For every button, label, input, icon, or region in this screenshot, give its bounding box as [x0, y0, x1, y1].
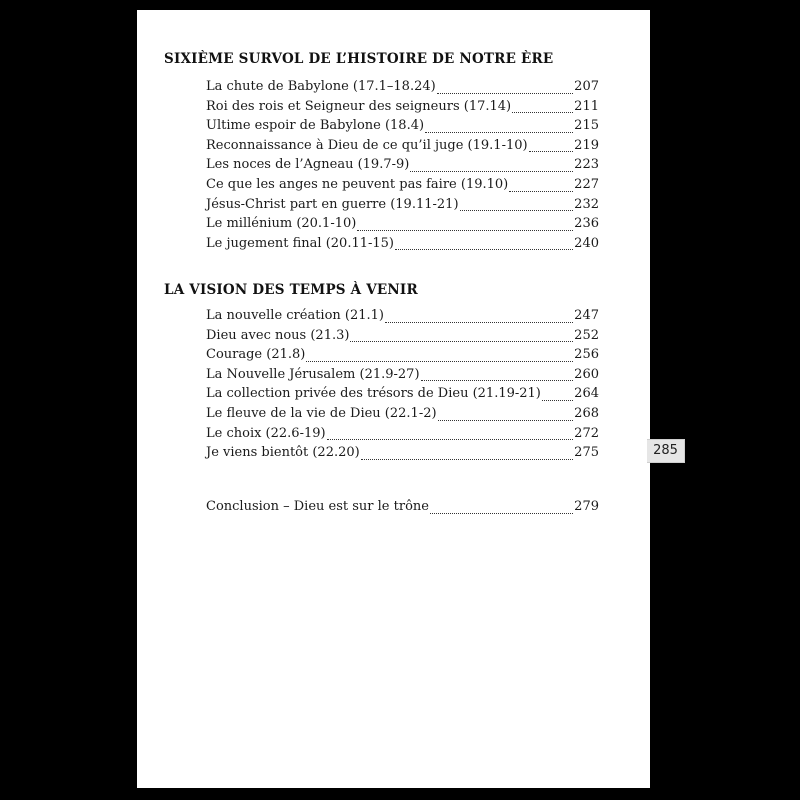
dot-leader	[357, 230, 573, 231]
toc-entry-label: Les noces de l’Agneau (19.7-9)	[206, 157, 410, 173]
dot-leader	[437, 93, 573, 94]
dot-leader	[509, 191, 573, 192]
dot-leader	[512, 112, 573, 113]
toc-entry-page: 268	[574, 405, 599, 421]
toc-entry-page: 240	[574, 235, 599, 251]
toc-entry	[206, 499, 599, 519]
toc-entry	[206, 308, 599, 328]
toc-entry-page: 272	[574, 425, 599, 441]
section-title: SIXIÈME SURVOL DE L’HISTOIRE DE NOTRE ÈRE	[164, 51, 554, 67]
toc-entry-page: 215	[574, 118, 599, 134]
dot-leader	[438, 420, 574, 421]
toc-entry-label: Dieu avec nous (21.3)	[206, 327, 350, 343]
toc-entry	[206, 386, 599, 406]
toc-entry-page: 279	[574, 499, 599, 514]
dot-leader	[395, 249, 573, 250]
toc-entry-label: Je viens bientôt (22.20)	[206, 445, 360, 461]
toc-entry-label: Ce que les anges ne peuvent pas faire (19.10)	[206, 176, 509, 192]
toc-entry	[206, 138, 599, 158]
toc-entry-page: 275	[574, 445, 599, 461]
toc-entry-label: Ultime espoir de Babylone (18.4)	[206, 118, 425, 134]
toc-entry-page: 232	[574, 196, 599, 212]
toc-entry	[206, 99, 599, 119]
dot-leader	[385, 322, 573, 323]
toc-entry	[206, 79, 599, 99]
toc-entry-label: La Nouvelle Jérusalem (21.9-27)	[206, 366, 420, 382]
toc-entry-label: La nouvelle création (21.1)	[206, 308, 385, 323]
dot-leader	[529, 151, 574, 152]
toc-entry-label: Le choix (22.6-19)	[206, 425, 326, 441]
toc-entry	[206, 445, 599, 465]
book-page	[137, 10, 650, 788]
toc-entry-page: 264	[574, 386, 599, 402]
dot-leader	[410, 171, 573, 172]
toc-entry-label: La chute de Babylone (17.1–18.24)	[206, 79, 436, 94]
toc-entry	[206, 177, 599, 197]
toc-entry-label: Le millénium (20.1-10)	[206, 216, 357, 232]
toc-list	[206, 308, 599, 465]
conclusion-entry	[206, 499, 599, 519]
toc-entry	[206, 347, 599, 367]
toc-entry-label: Reconnaissance à Dieu de ce qu’il juge (19.1-10)	[206, 137, 528, 153]
toc-entry-page: 227	[574, 176, 599, 192]
page-number-tab: 285	[647, 439, 685, 463]
section-title: LA VISION DES TEMPS À VENIR	[164, 282, 418, 298]
dot-leader	[460, 210, 574, 211]
toc-entry-label: Roi des rois et Seigneur des seigneurs (17.14)	[206, 98, 512, 114]
dot-leader	[542, 400, 573, 401]
toc-list	[206, 79, 599, 255]
toc-entry-page: 247	[574, 308, 599, 323]
toc-entry	[206, 197, 599, 217]
dot-leader	[425, 132, 573, 133]
toc-entry-page: 211	[574, 98, 599, 114]
toc-entry-page: 236	[574, 216, 599, 232]
toc-entry-label: Conclusion – Dieu est sur le trône	[206, 499, 429, 514]
toc-entry-page: 219	[574, 137, 599, 153]
toc-entry-label: Le jugement final (20.11-15)	[206, 235, 395, 251]
dot-leader	[430, 513, 573, 514]
toc-entry-label: Courage (21.8)	[206, 347, 306, 363]
toc-entry	[206, 118, 599, 138]
toc-entry	[206, 367, 599, 387]
toc-entry-page: 223	[574, 157, 599, 173]
toc-entry	[206, 236, 599, 256]
dot-leader	[361, 459, 573, 460]
toc-entry-page: 252	[574, 327, 599, 343]
dot-leader	[306, 361, 573, 362]
dot-leader	[421, 380, 574, 381]
toc-entry-label: Le fleuve de la vie de Dieu (22.1-2)	[206, 405, 437, 421]
toc-entry-page: 207	[574, 79, 599, 94]
dot-leader	[327, 439, 574, 440]
toc-entry-page: 256	[574, 347, 599, 363]
toc-entry	[206, 328, 599, 348]
toc-entry	[206, 157, 599, 177]
dot-leader	[350, 341, 573, 342]
toc-entry-page: 260	[574, 366, 599, 382]
toc-entry	[206, 426, 599, 446]
toc-entry	[206, 216, 599, 236]
toc-entry-label: La collection privée des trésors de Dieu (21.19-21)	[206, 386, 541, 402]
toc-entry-label: Jésus-Christ part en guerre (19.11-21)	[206, 196, 459, 212]
toc-entry	[206, 406, 599, 426]
